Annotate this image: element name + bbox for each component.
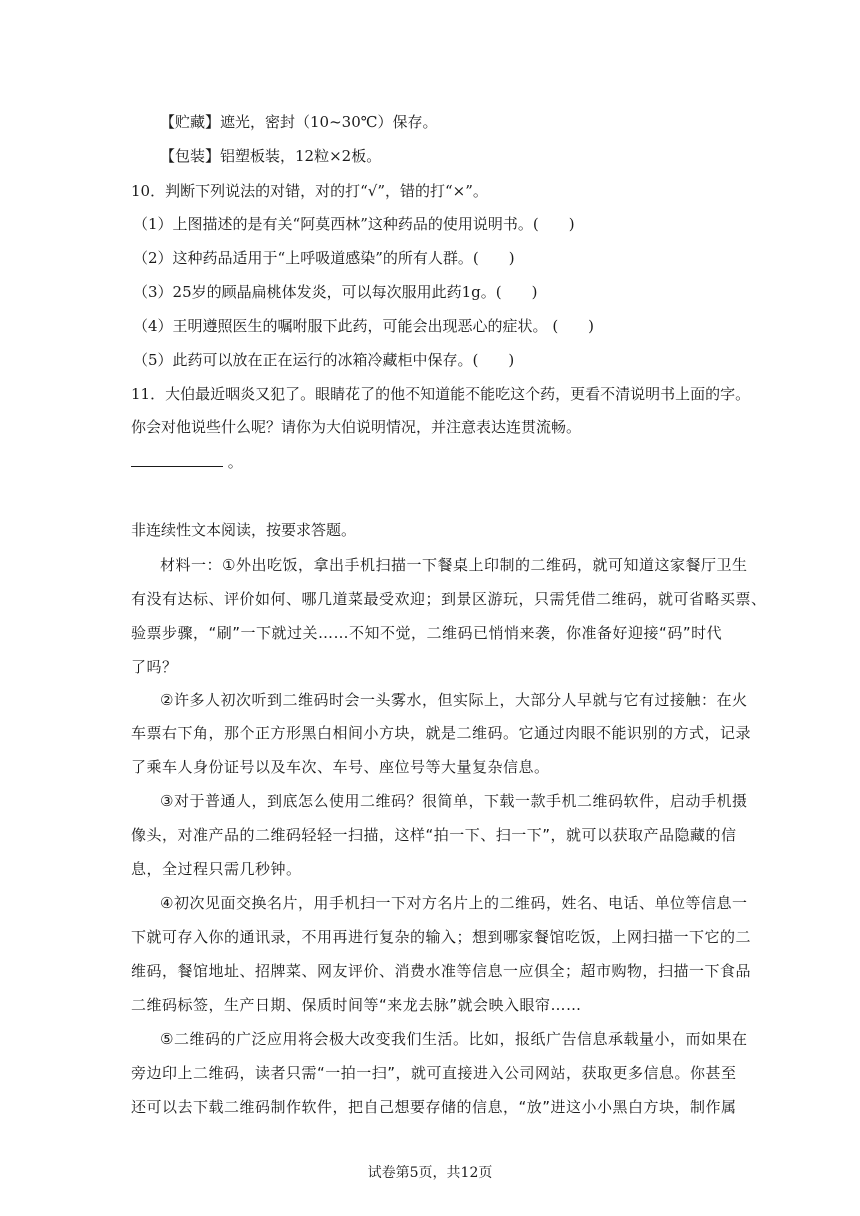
- q11-line: 11．大伯最近咽炎又犯了。眼睛花了的他不知道能不能吃这个药，更看不清说明书上面的字。: [131, 385, 751, 403]
- storage-text: 遮光，密封（10~30℃）保存。: [220, 113, 438, 131]
- q11-answer-line: [131, 452, 243, 472]
- q10-item: （4）王明遵照医生的嘱咐服下此药，可能会出现恶心的症状。 ( ): [133, 317, 595, 335]
- paragraph-line: 像头，对准产品的二维码轻轻一扫描，这样“拍一下、扫一下”，就可以获取产品隐藏的信: [131, 826, 737, 844]
- paragraph-line: 材料一：①外出吃饭，拿出手机扫描一下餐桌上印制的二维码，就可知道这家餐厅卫生: [160, 556, 748, 574]
- paragraph-line: ②许多人初次听到二维码时会一头雾水，但实际上，大部分人早就与它有过接触：在火: [160, 691, 748, 709]
- storage-label: 【贮藏】: [160, 113, 221, 131]
- q10-item: （1）上图描述的是有关“阿莫西林”这种药品的使用说明书。( ): [133, 215, 575, 233]
- q10-stem: 10．判断下列说法的对错，对的打“√”，错的打“×”。: [131, 182, 488, 200]
- paragraph-line: ④初次见面交换名片，用手机扫一下对方名片上的二维码，姓名、电话、单位等信息一: [160, 894, 748, 912]
- package-label: 【包装】: [160, 147, 221, 165]
- paragraph-line: 二维码标签，生产日期、保质时间等“来龙去脉”就会映入眼帘……: [131, 996, 582, 1014]
- paragraph-line: 维码，餐馆地址、招牌菜、网友评价、消费水准等信息一应俱全；超市购物，扫描一下食品: [131, 962, 752, 980]
- paragraph-line: 了吗？: [131, 658, 178, 676]
- q11-line: 你会对他说些什么呢？请你为大伯说明情况，并注意表达连贯流畅。: [131, 418, 582, 436]
- answer-suffix: 。: [227, 453, 243, 471]
- paragraph-line: 还可以去下载二维码制作软件，把自己想要存储的信息，“放”进这小小黑白方块，制作属: [131, 1098, 737, 1116]
- page-footer: 试卷第5页，共12页: [367, 1165, 493, 1181]
- section-title: 非连续性文本阅读，按要求答题。: [131, 521, 357, 539]
- package-line: [160, 146, 381, 166]
- storage-line: [160, 112, 438, 132]
- paragraph-line: 车票右下角，那个正方形黑白相间小方块，就是二维码。它通过肉眼不能识别的方式，记录: [131, 724, 752, 742]
- package-text: 铝塑板装，12粒×2板。: [220, 147, 382, 165]
- paragraph-line: ⑤二维码的广泛应用将会极大改变我们生活。比如，报纸广告信息承载量小，而如果在: [160, 1030, 748, 1048]
- q10-item: （5）此药可以放在正在运行的冰箱冷藏柜中保存。( ): [133, 351, 515, 369]
- q10-item: （2）这种药品适用于“上呼吸道感染”的所有人群。( ): [133, 249, 515, 267]
- paragraph-line: 了乘车人身份证号以及车次、车号、座位号等大量复杂信息。: [131, 758, 550, 776]
- paragraph-line: 息，全过程只需几秒钟。: [131, 860, 302, 878]
- q10-item: （3）25岁的顾晶扁桃体发炎，可以每次服用此药1g。( ): [133, 283, 538, 301]
- paragraph-line: ③对于普通人，到底怎么使用二维码？很简单，下载一款手机二维码软件，启动手机摄: [160, 792, 748, 810]
- answer-blank[interactable]: [131, 452, 223, 467]
- paragraph-line: 有没有达标、评价如何、哪几道菜最受欢迎；到景区游玩，只需凭借二维码，就可省略买票、: [131, 590, 767, 608]
- paragraph-line: 验票步骤，“刷”一下就过关……不知不觉，二维码已悄悄来袭，你准备好迎接“码”时代: [131, 624, 723, 642]
- paragraph-line: 旁边印上二维码，读者只需“一拍一扫”，就可直接进入公司网站，获取更多信息。你甚至: [131, 1064, 737, 1082]
- paragraph-line: 下就可存入你的通讯录，不用再进行复杂的输入；想到哪家餐馆吃饭，上网扫描一下它的二: [131, 928, 752, 946]
